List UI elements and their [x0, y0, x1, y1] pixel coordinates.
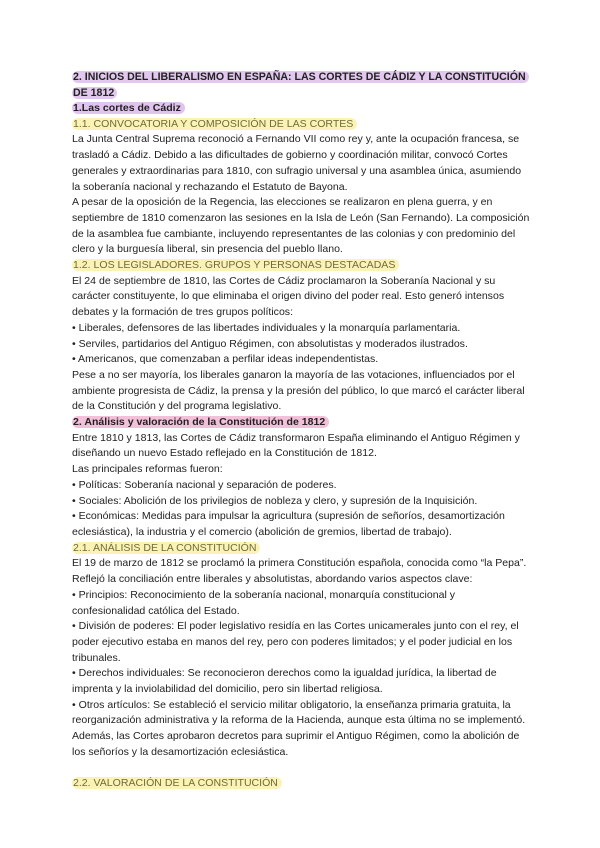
subsection-heading-valoracion: 2.2. VALORACIÓN DE LA CONSTITUCIÓN: [72, 776, 530, 792]
list-item: • Serviles, partidarios del Antiguo Régimen, con absolutistas y moderados ilustrados.: [72, 337, 468, 350]
paragraph: Además, las Cortes aprobaron decretos para suprimir el Antiguo Régimen, como la abolición de los señoríos y la desamortización eclesiástica.: [72, 730, 520, 758]
list-item: • Políticas: Soberanía nacional y separación de poderes.: [72, 478, 337, 491]
paragraph: El 19 de marzo de 1812 se proclamó la primera Constitución española, conocida como “la Pepa”. Reflejó la conciliación entre liberales y absolutistas, abordando varios aspectos clave:: [72, 557, 527, 586]
paragraph: A pesar de la oposición de la Regencia, las elecciones se realizaron en plena guerra, y en septiembre de 1810 comenzaron las sesiones en la Isla de León (San Fernando). La composición de la asamblea fue cambiante, incluyendo representantes de las colonias y con predominio del clero y la burguesía liberal, sin presencia del pueblo llano.: [72, 196, 530, 256]
subsection-heading-analisis-constitucion: 2.1. ANÁLISIS DE LA CONSTITUCIÓN: [72, 541, 530, 557]
list-item: • Sociales: Abolición de los privilegios de nobleza y clero, y supresión de la Inquisición.: [72, 494, 478, 507]
paragraph: Pese a no ser mayoría, los liberales ganaron la mayoría de las votaciones, influenciados por el ambiente progresista de Cádiz, la prensa y la presión del público, lo que marcó el carácter liberal de la Constitución y del programa legislativo.: [72, 368, 525, 413]
list-item: • Americanos, que comenzaban a perfilar ideas independentistas.: [72, 353, 379, 366]
subsection-heading-convocatoria: 1.1. CONVOCATORIA Y COMPOSICIÓN DE LAS CORTES: [72, 117, 530, 133]
list-item: • Principios: Reconocimiento de la soberanía nacional, monarquía constitucional y confesionalidad católica del Estado.: [72, 588, 456, 617]
section-heading-cortes-cadiz: 1.Las cortes de Cádiz: [72, 101, 530, 117]
list-item: • División de poderes: El poder legislativo residía en las Cortes unicamerales junto con el rey, el poder ejecutivo estaba en manos del rey, pero con poderes limitados; y el poder judicial en los tribunales.: [72, 620, 519, 664]
paragraph: Entre 1810 y 1813, las Cortes de Cádiz transformaron España eliminando el Antiguo Régimen y diseñando un nuevo Estado reflejado en la Constitución de 1812.: [72, 431, 520, 460]
section-heading-analisis: 2. Análisis y valoración de la Constitución de 1812: [72, 415, 530, 431]
blank-line: [72, 761, 530, 776]
paragraph: La Junta Central Suprema reconoció a Fernando VII como rey y, ante la ocupación francesa, se trasladó a Cádiz. Debido a las dificultades de gobierno y coordinación militar, convocó Cortes generales y extraordinarias para 1810, con sufragio universal y una asamblea única, asumiendo la soberanía nacional y rechazando el Estatuto de Bayona.: [72, 133, 522, 193]
document-page: [72, 70, 530, 791]
paragraph: El 24 de septiembre de 1810, las Cortes de Cádiz proclamaron la Soberanía Nacional y su carácter constituyente, lo que eliminaba el origen divino del poder real. Esto generó intensos debates y la formación de tres grupos políticos:: [72, 274, 505, 319]
list-item: • Derechos individuales: Se reconocieron derechos como la igualdad jurídica, la libertad de imprenta y la inviolabilidad del domicilio, pero sin libertad religiosa.: [72, 667, 497, 696]
document-title: 2. INICIOS DEL LIBERALISMO EN ESPAÑA: LAS CORTES DE CÁDIZ Y LA CONSTITUCIÓN DE 1812: [72, 70, 530, 101]
list-item: • Económicas: Medidas para impulsar la agricultura (supresión de señoríos, desamortización eclesiástica), la industria y el comercio (abolición de gremios, libertad de trabajo).: [72, 510, 505, 538]
list-item: • Liberales, defensores de las libertades individuales y la monarquía parlamentaria.: [72, 321, 461, 334]
paragraph: Las principales reformas fueron:: [72, 463, 223, 476]
list-item: • Otros artículos: Se estableció el servicio militar obligatorio, la enseñanza primaria gratuita, la reorganización administrativa y la reforma de la Hacienda, aunque esta última no se implementó.: [72, 698, 526, 727]
subsection-heading-legisladores: 1.2. LOS LEGISLADORES. GRUPOS Y PERSONAS DESTACADAS: [72, 258, 530, 274]
